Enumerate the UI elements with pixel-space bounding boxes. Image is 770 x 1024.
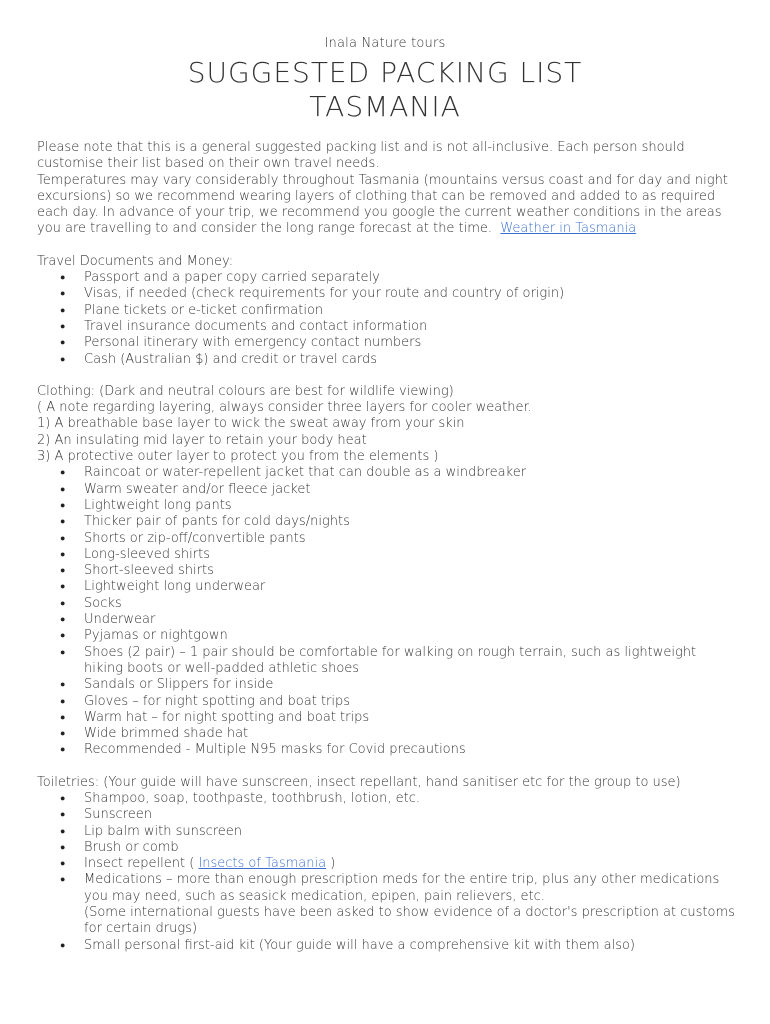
list-item: ● Shoes (2 pair) – 1 pair should be comfortable for walking on rough terrain, such as lightweight hiking boots or well-padded athletic shoes — [84, 645, 737, 678]
list-item: ● Brush or comb — [84, 840, 737, 856]
list-item: ● Thicker pair of pants for cold days/nights — [84, 514, 737, 530]
list-item: ● Warm hat – for night spotting and boat trips — [84, 710, 737, 726]
travel-documents-list — [37, 270, 737, 368]
document-title-location: TASMANIA — [309, 90, 461, 123]
list-item: ● Sandals or Slippers for inside — [84, 677, 737, 693]
document-body — [37, 140, 737, 954]
medications-text: Medications – more than enough prescription meds for the entire trip, plus any other medications you may need, such as seasick medication, epipen, pain relievers, etc. — [84, 872, 720, 904]
list-item: ● Plane tickets or e-ticket confirmation — [84, 303, 737, 319]
list-item: ● Visas, if needed (check requirements for your route and country of origin) — [84, 286, 737, 302]
layering-note-2: 2) An insulating mid layer to retain your body heat — [37, 432, 367, 448]
layering-note: ( A note regarding layering, always consider three layers for cooler weather. — [37, 400, 532, 416]
list-item: ● Lightweight long pants — [84, 498, 737, 514]
toiletries-list — [37, 791, 737, 954]
list-item: ● Small personal first-aid kit (Your guide will have a comprehensive kit with them also) — [84, 938, 737, 954]
list-item: ● Socks — [84, 596, 737, 612]
weather-text: Temperatures may vary considerably throughout Tasmania (mountains versus coast and for day and night excursions) so we recommend wearing layers of clothing that can be removed and added to as required each day. In advance of your trip, we recommend you google the current weather conditions in the areas you are travelling to and consider the long range forecast at the time. — [37, 172, 728, 237]
insect-text-suffix: ) — [330, 856, 336, 872]
medications-note: (Some international guests have been asked to show evidence of a doctor's prescription at customs for certain drugs) — [84, 905, 735, 937]
intro-paragraph: Please note that this is a general suggested packing list and is not all-inclusive. Each person should customise their list based on their own travel needs. — [37, 140, 685, 172]
list-item-insect-repellent — [84, 856, 737, 872]
intro-weather-paragraph — [37, 173, 737, 238]
company-name: Inala Nature tours — [324, 36, 446, 51]
layering-note-3: 3) A protective outer layer to protect you from the elements ) — [37, 449, 439, 465]
list-item: ● Recommended - Multiple N95 masks for Covid precautions — [84, 742, 737, 758]
list-item: ● Passport and a paper copy carried separately — [84, 270, 737, 286]
list-item: ● Shorts or zip-off/convertible pants — [84, 531, 737, 547]
clothing-heading: Clothing: (Dark and neutral colours are best for wildlife viewing) — [37, 383, 454, 399]
list-item: ● Travel insurance documents and contact information — [84, 319, 737, 335]
list-item: ● Lip balm with sunscreen — [84, 824, 737, 840]
list-item: ● Short-sleeved shirts — [84, 563, 737, 579]
toiletries-heading: Toiletries: (Your guide will have sunscreen, insect repellant, hand sanitiser etc for the group to use) — [37, 774, 681, 790]
layering-note-1: 1) A breathable base layer to wick the sweat away from your skin — [37, 416, 465, 432]
list-item: ● Underwear — [84, 612, 737, 628]
spacer — [37, 759, 737, 775]
list-item: ● Gloves – for night spotting and boat trips — [84, 694, 737, 710]
list-item: ● Shampoo, soap, toothpaste, toothbrush, lotion, etc. — [84, 791, 737, 807]
travel-documents-heading: Travel Documents and Money: — [37, 253, 234, 269]
list-item: ● Wide brimmed shade hat — [84, 726, 737, 742]
list-item: ● Lightweight long underwear — [84, 579, 737, 595]
list-item: ● Raincoat or water-repellent jacket that can double as a windbreaker — [84, 465, 737, 481]
list-item: ● Cash (Australian $) and credit or travel cards — [84, 352, 737, 368]
weather-link[interactable]: Weather in Tasmania — [500, 221, 637, 237]
list-item: ● Warm sweater and/or fleece jacket — [84, 482, 737, 498]
spacer — [37, 368, 737, 384]
spacer — [37, 238, 737, 254]
list-item: ● Long-sleeved shirts — [84, 547, 737, 563]
insects-link[interactable]: Insects of Tasmania — [198, 856, 327, 872]
list-item: ● Pyjamas or nightgown — [84, 628, 737, 644]
clothing-list — [37, 465, 737, 758]
list-item: ● Sunscreen — [84, 807, 737, 823]
list-item-medications — [84, 872, 737, 937]
document-title: SUGGESTED PACKING LIST — [187, 56, 583, 89]
insect-text-prefix: Insect repellent ( — [84, 856, 195, 872]
list-item: ● Personal itinerary with emergency contact numbers — [84, 335, 737, 351]
